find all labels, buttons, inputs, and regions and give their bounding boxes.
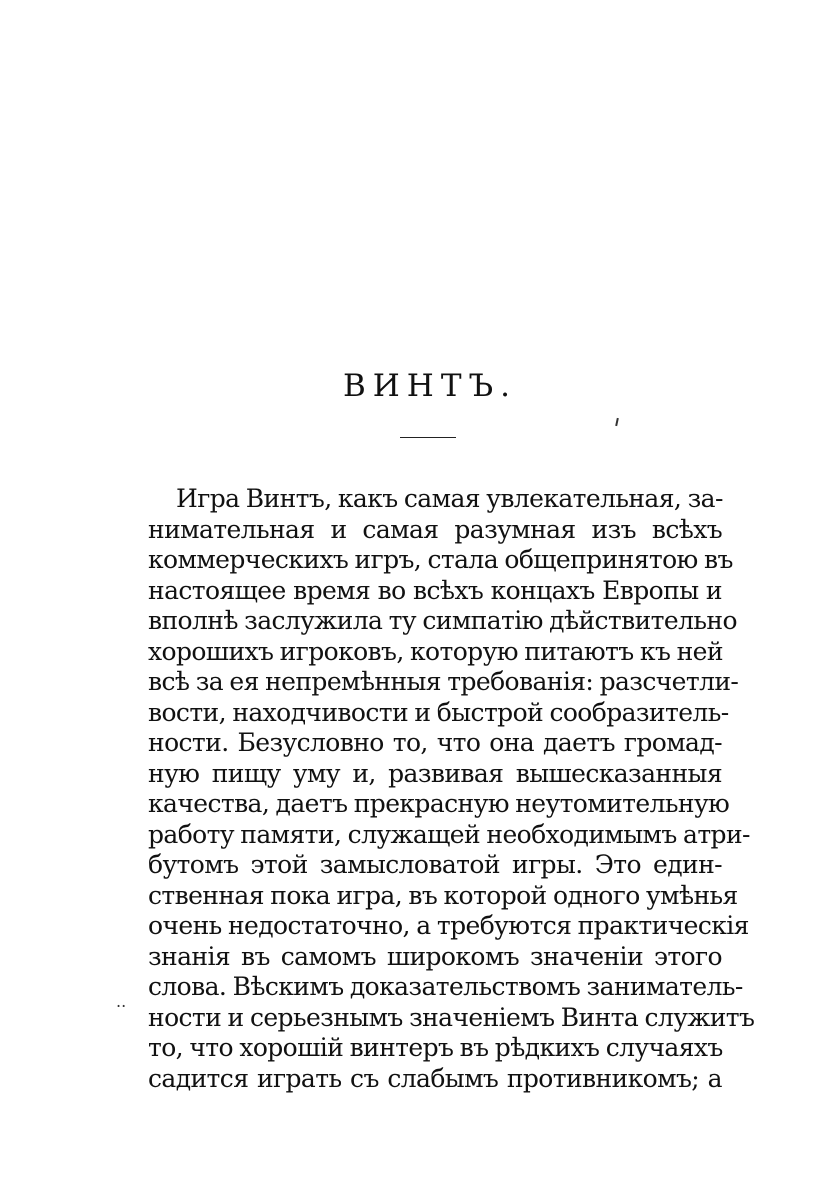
page-title: ВИНТЪ. [342,368,517,404]
text-line: ности. Безусловно то, что она даетъ громад- [148,728,722,757]
text-line: Игра Винтъ, какъ самая увлекательная, за- [176,484,723,513]
text-line: знанія въ самомъ широкомъ значеніи этого [148,941,722,971]
text-line: очень недостаточно, а требуются практическія [148,911,749,940]
text-line: слова. Вѣскимъ доказательствомъ заниматель- [148,972,743,1001]
title-divider [400,437,456,438]
text-line: ную пищу уму и, развивая вышесказанныя [148,758,722,788]
text-line: ственная пока игра, въ которой одного умѣнья [148,880,738,910]
text-line: нимательная и самая разумная изъ всѣхъ [148,514,722,544]
text-line: всѣ за ея непремѣнныя требованія: разсчетли- [148,667,739,696]
text-line: то, что хорошій винтеръ въ рѣдкихъ случаяхъ [148,1033,723,1062]
text-line: коммерческихъ игръ, стала общепринятою въ [148,545,733,574]
body-paragraph [148,484,755,1094]
text-line: ности и серьезнымъ значеніемъ Винта служитъ [148,1002,755,1032]
text-line: хорошихъ игроковъ, которую питаютъ къ ней [148,636,723,666]
text-line: вости, находчивости и быстрой сообразитель- [148,697,729,727]
text-line: работу памяти, служащей необходимымъ атри- [148,819,750,849]
margin-ink-dots: .. [116,992,127,1011]
text-line: садится играть съ слабымъ противникомъ; а [148,1063,722,1093]
text-line: качества, даетъ прекрасную неутомительную [148,789,730,818]
text-line: вполнѣ заслужила ту симпатію дѣйствительно [148,606,737,635]
text-line: бутомъ этой замысловатой игры. Это един- [148,850,722,879]
text-line: настоящее время во всѣхъ концахъ Европы и [148,575,722,605]
stray-ink-mark [615,418,619,426]
